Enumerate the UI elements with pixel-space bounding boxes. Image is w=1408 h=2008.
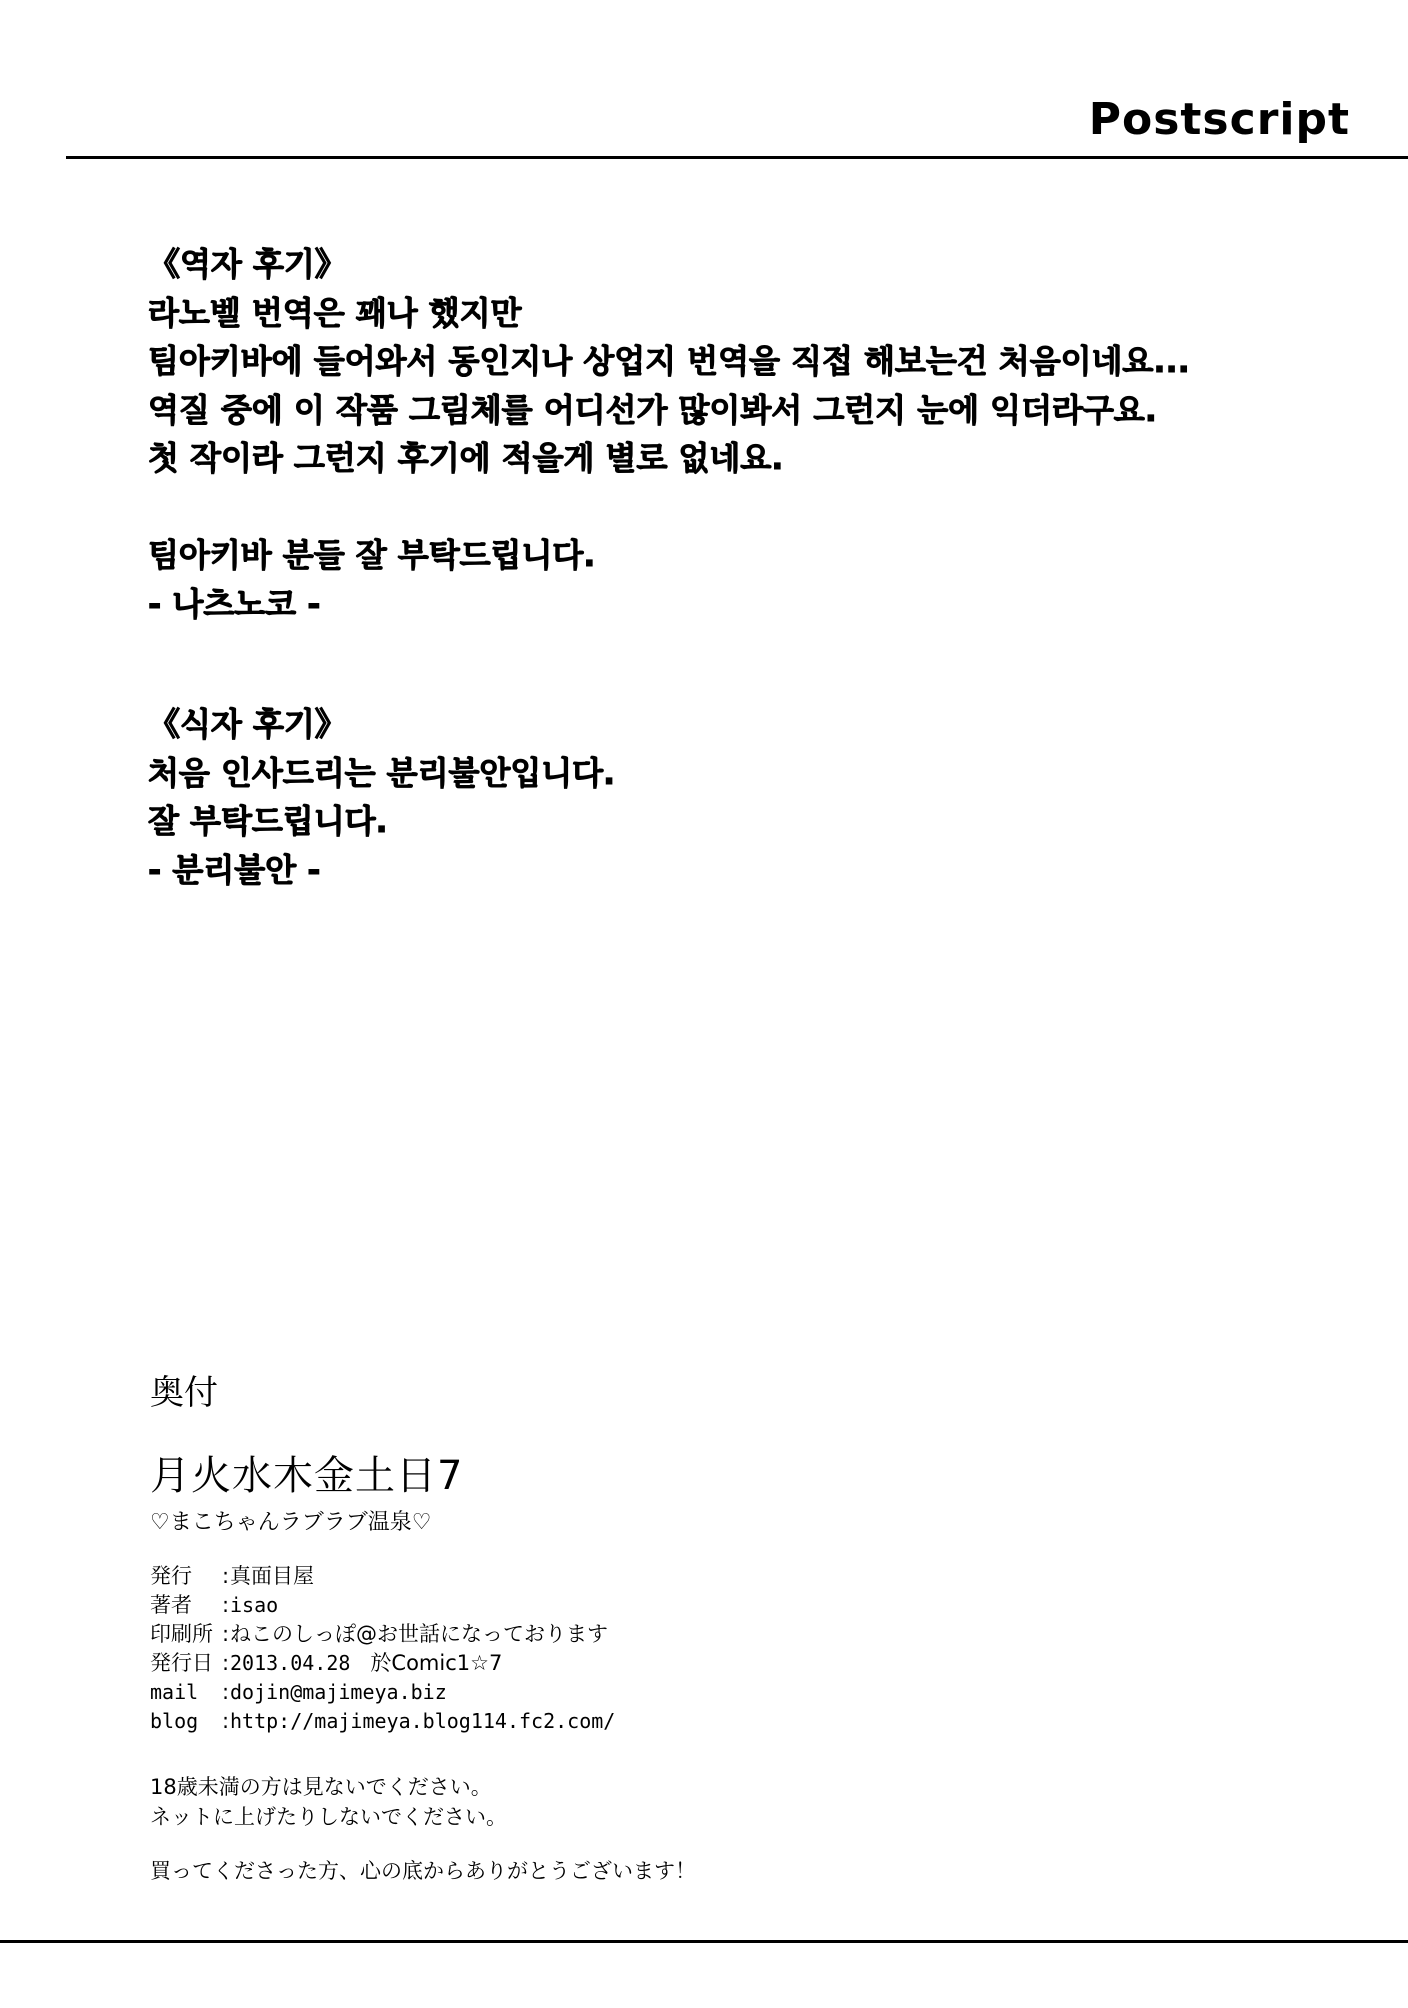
translator-note bbox=[148, 240, 1190, 628]
credit-label: blog bbox=[150, 1709, 199, 1733]
translator-note-heading: 《역자 후기》 bbox=[148, 245, 347, 283]
translator-note-closing: 팀아키바 분들 잘 부탁드립니다. bbox=[148, 536, 596, 574]
credit-label: 印刷所 bbox=[150, 1622, 213, 1646]
credit-mail: mail : dojin@majimeya.biz bbox=[150, 1678, 615, 1707]
translator-signature: - 나츠노코 - bbox=[148, 584, 321, 623]
age-notice bbox=[150, 1772, 507, 1832]
credit-value: 2013.04.28 bbox=[230, 1651, 351, 1675]
credit-date: 発行日 : 2013.04.28 於Comic1☆7 bbox=[150, 1649, 615, 1678]
credits-list bbox=[150, 1562, 615, 1736]
typesetter-signature: - 분리불안 - bbox=[148, 850, 321, 889]
credit-value: ねこのしっぽ@お世話になっております bbox=[230, 1622, 608, 1646]
credit-label: mail bbox=[150, 1680, 199, 1704]
credit-label: 著者 bbox=[150, 1593, 192, 1617]
translator-note-line: 첫 작이라 그런지 후기에 적을게 별로 없네요. bbox=[148, 439, 784, 477]
translator-note-line: 팀아키바에 들어와서 동인지나 상업지 번역을 직접 해보는건 처음이네요... bbox=[148, 342, 1190, 380]
credit-value: 真面目屋 bbox=[230, 1564, 314, 1588]
credit-printer: 印刷所 : ねこのしっぽ@お世話になっております bbox=[150, 1620, 615, 1649]
typesetter-note bbox=[148, 700, 615, 894]
header-divider bbox=[66, 156, 1408, 159]
credit-event: 於Comic1☆7 bbox=[370, 1651, 503, 1675]
typesetter-note-line: 잘 부탁드립니다. bbox=[148, 802, 388, 840]
colophon-heading: 奥付 bbox=[150, 1373, 218, 1413]
notice-line: ネットに上げたりしないでください。 bbox=[150, 1805, 507, 1829]
mail-address: dojin@majimeya.biz bbox=[230, 1680, 447, 1704]
translator-note-line: 역질 중에 이 작품 그림체를 어디선가 많이봐서 그런지 눈에 익더라구요. bbox=[148, 390, 1157, 429]
typesetter-note-heading: 《식자 후기》 bbox=[148, 705, 347, 743]
credit-label: 発行日 bbox=[150, 1651, 213, 1675]
notice-line: 18歳未満の方は見ないでください。 bbox=[150, 1775, 492, 1799]
book-subtitle: ♡まこちゃんラブラブ温泉♡ bbox=[150, 1510, 432, 1535]
credit-blog: blog : http://majimeya.blog114.fc2.com/ bbox=[150, 1707, 615, 1736]
translator-note-line: 라노벨 번역은 꽤나 했지만 bbox=[148, 293, 522, 332]
credit-value: isao bbox=[230, 1593, 279, 1617]
thanks-message: 買ってくださった方、心の底からありがとうございます！ bbox=[150, 1859, 696, 1883]
footer-divider bbox=[0, 1940, 1408, 1943]
page-title: Postscript bbox=[1088, 94, 1350, 145]
credit-label: 発行 bbox=[150, 1564, 192, 1588]
credit-publisher: 発行 : 真面目屋 bbox=[150, 1562, 615, 1591]
typesetter-note-line: 처음 인사드리는 분리불안입니다. bbox=[148, 753, 616, 792]
credit-author: 著者 : isao bbox=[150, 1591, 615, 1620]
blog-url: http://majimeya.blog114.fc2.com/ bbox=[230, 1709, 616, 1733]
paragraph-gap bbox=[148, 483, 1190, 532]
book-title: 月火水木金土日7 bbox=[150, 1453, 464, 1499]
